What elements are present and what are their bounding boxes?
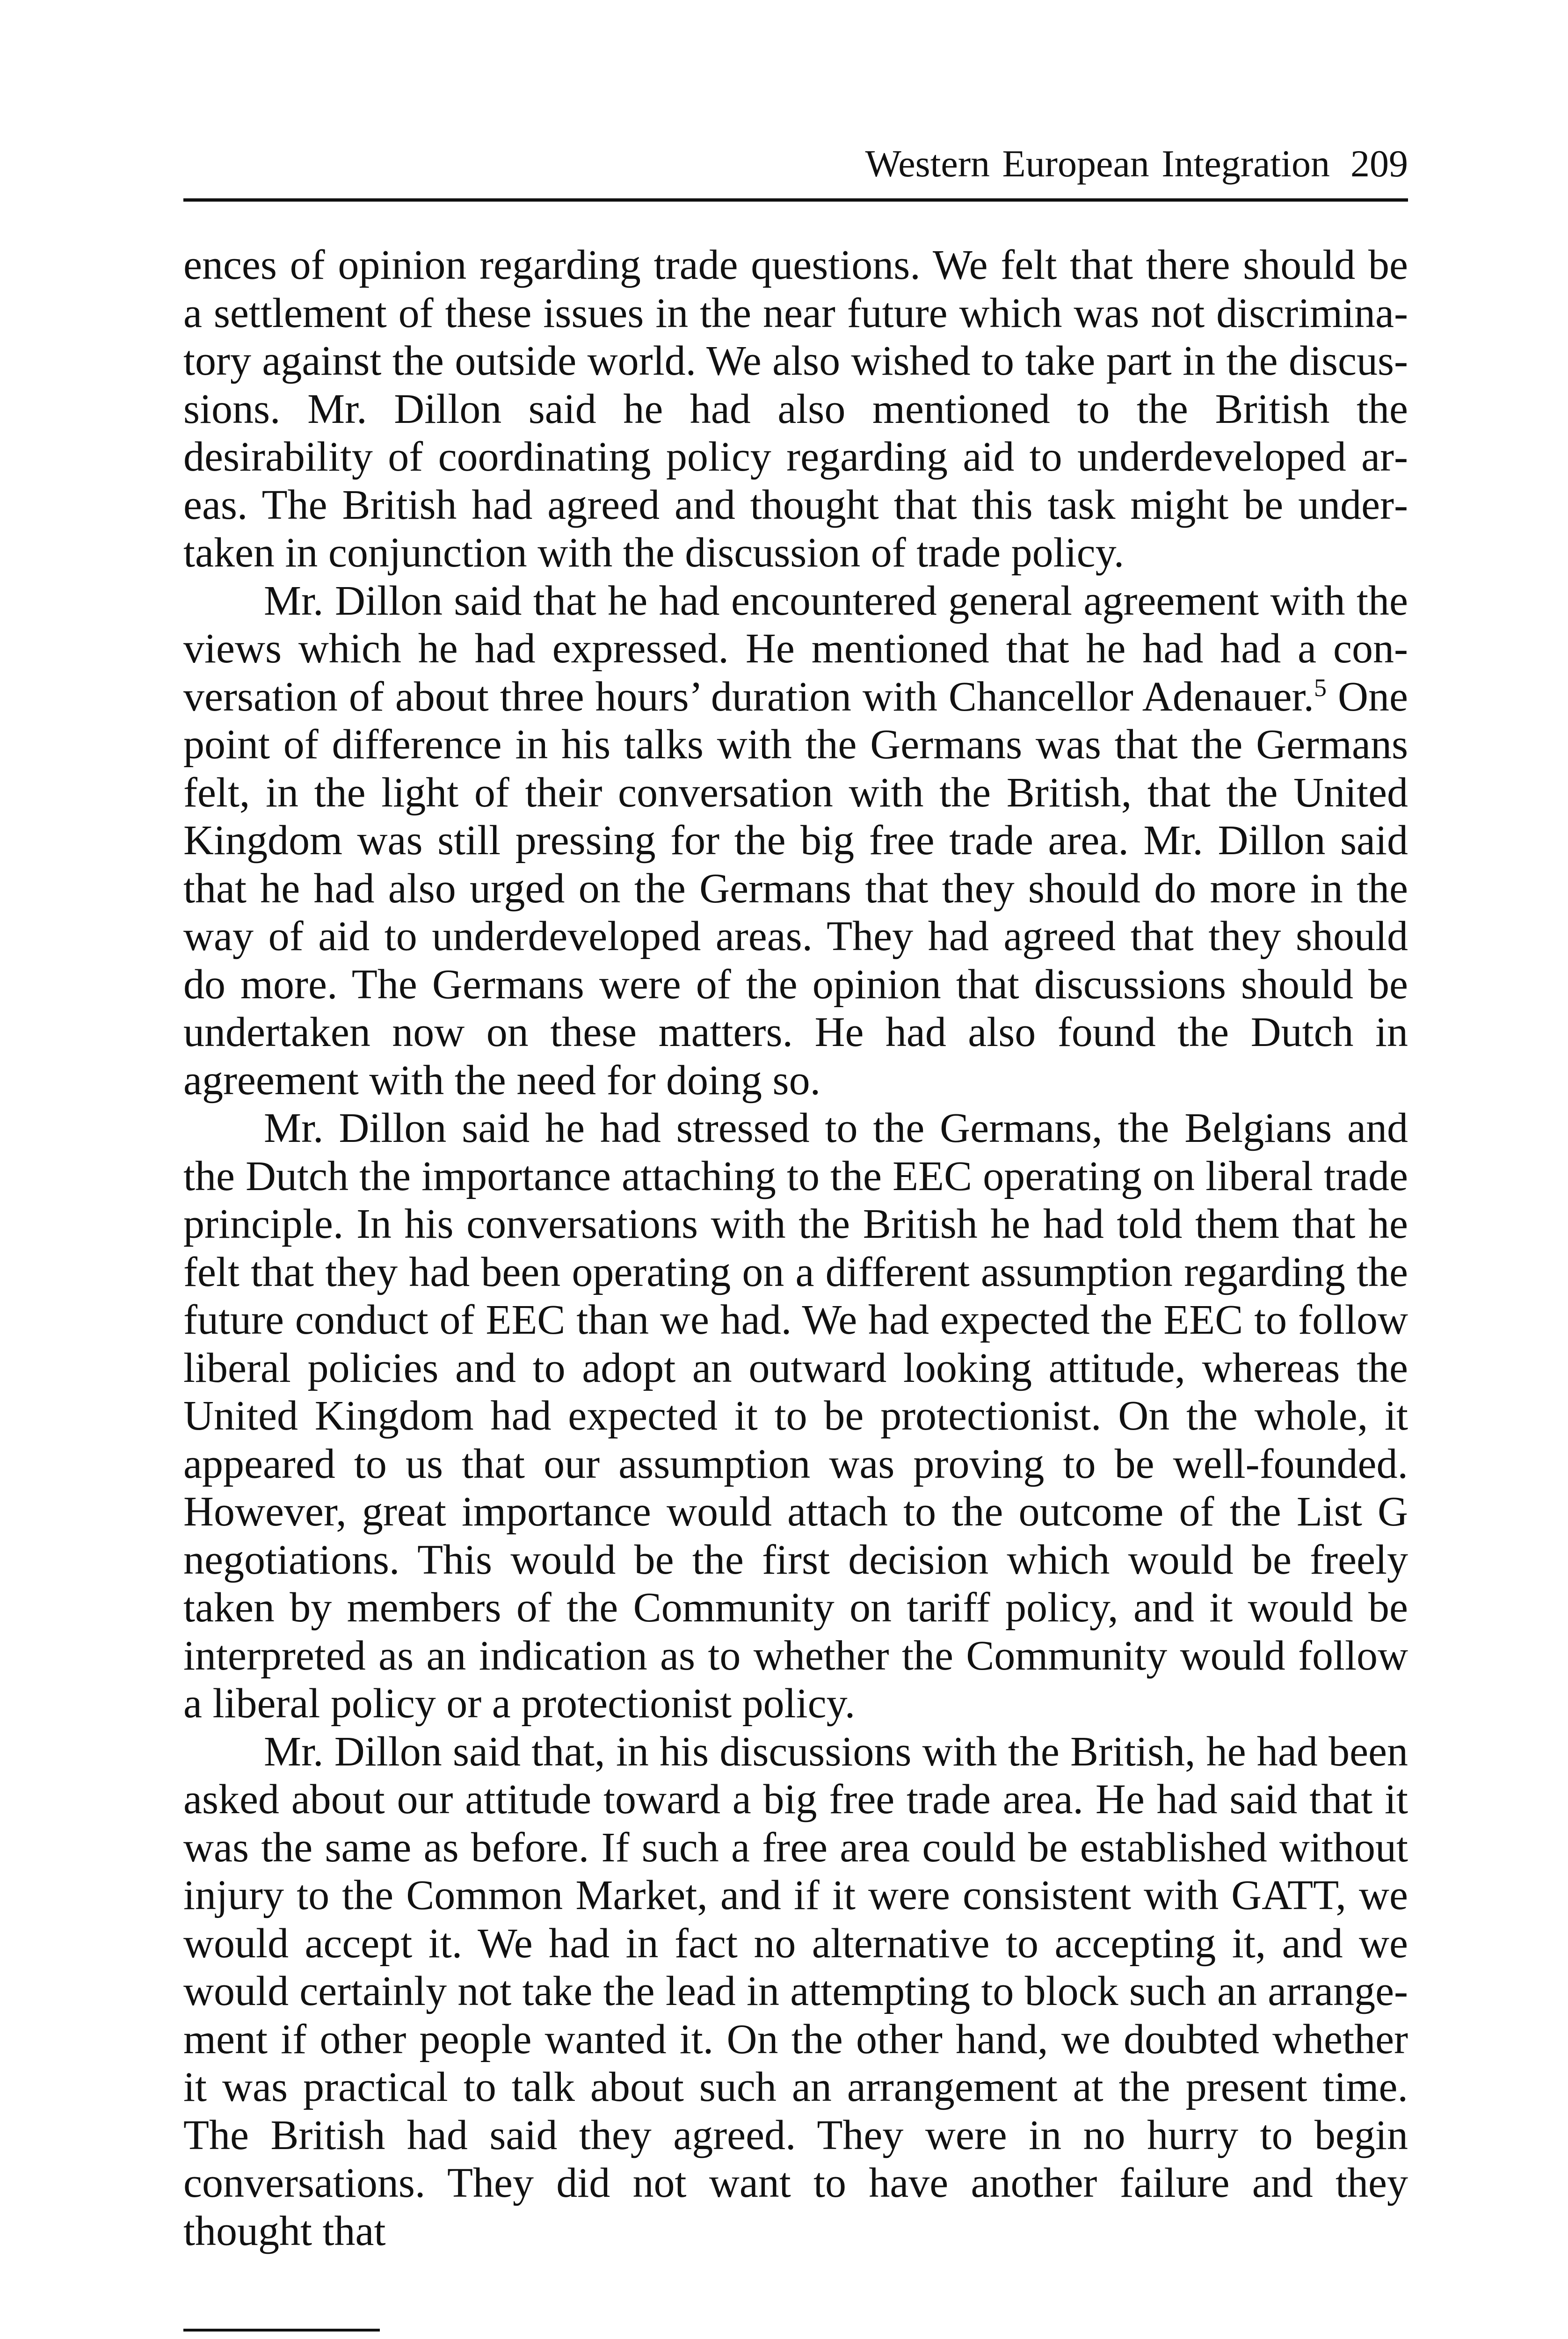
running-head — [183, 140, 1408, 196]
paragraph-1: ences of opinion regarding trade questions. We felt that there should be a settlement of these issues in the near future which was not discriminatory against the outside world. We also wished to take part in the discussions. Mr. Dillon said he had also mentioned to the British the desirability of coordinating policy regarding aid to underdeveloped areas. The British had agreed and thought that this task might be undertaken in conjunction with the discussion of trade policy. — [183, 242, 1408, 576]
page-number: 209 — [1350, 142, 1408, 185]
body-text — [183, 241, 1408, 2255]
footnote-rule — [183, 2329, 380, 2332]
paragraph-4: Mr. Dillon said that, in his discussions with the British, he had been asked about our attitude toward a big free trade area. He had said that it was the same as before. If such a free area could be established without injury to the Common Market, and if it were consistent with GATT, we would accept it. We had in fact no alternative to accepting it, and we would certainly not take the lead in attempting to block such an arrangement if other people wanted it. On the other hand, we doubted whether it was practical to talk about such an arrangement at the present time. The British had said they agreed. They were in no hurry to begin conversations. They did not want to have another failure and they thought that — [183, 1728, 1408, 2254]
paragraph-2-text-after-note: One point of difference in his talks with the Germans was that the Germans felt, in the light of their conversation with the British, that the United Kingdom was still pressing for the big free trade area. Mr. Dillon said that he had also urged on the Germans that they should do more in the way of aid to underdeveloped areas. They had agreed that they should do more. The Germans were of the opinion that discussions should be undertaken now on these matters. He had also found the Dutch in agreement with the need for doing so. — [183, 673, 1408, 1104]
paragraph-2 — [183, 577, 1408, 1105]
paragraph-3: Mr. Dillon said he had stressed to the Germans, the Belgians and the Dutch the importance attaching to the EEC operating on liberal trade principle. In his conversations with the British he had told them that he felt that they had been operating on a different assumption regarding the future conduct of EEC than we had. We had expected the EEC to follow liberal policies and to adopt an outward looking attitude, whereas the United Kingdom had expected it to be protectionist. On the whole, it appeared to us that our assumption was proving to be well-founded. However, great importance would attach to the outcome of the List G negotiations. This would be the first decision which would be freely taken by members of the Community on tariff policy, and it would be interpreted as an indication as to whether the Community would follow a liberal policy or a protectionist policy. — [183, 1105, 1408, 1727]
running-head-title: Western European Integration — [865, 142, 1330, 185]
paragraph-2-text-before-note: Mr. Dillon said that he had encountered general agreement with the views which he had expressed. He mentioned that he had had a conversation of about three hours’ duration with Chancellor Adenauer. — [183, 577, 1408, 720]
footnote-reference: 5 — [1314, 673, 1327, 702]
header-rule — [183, 198, 1408, 202]
